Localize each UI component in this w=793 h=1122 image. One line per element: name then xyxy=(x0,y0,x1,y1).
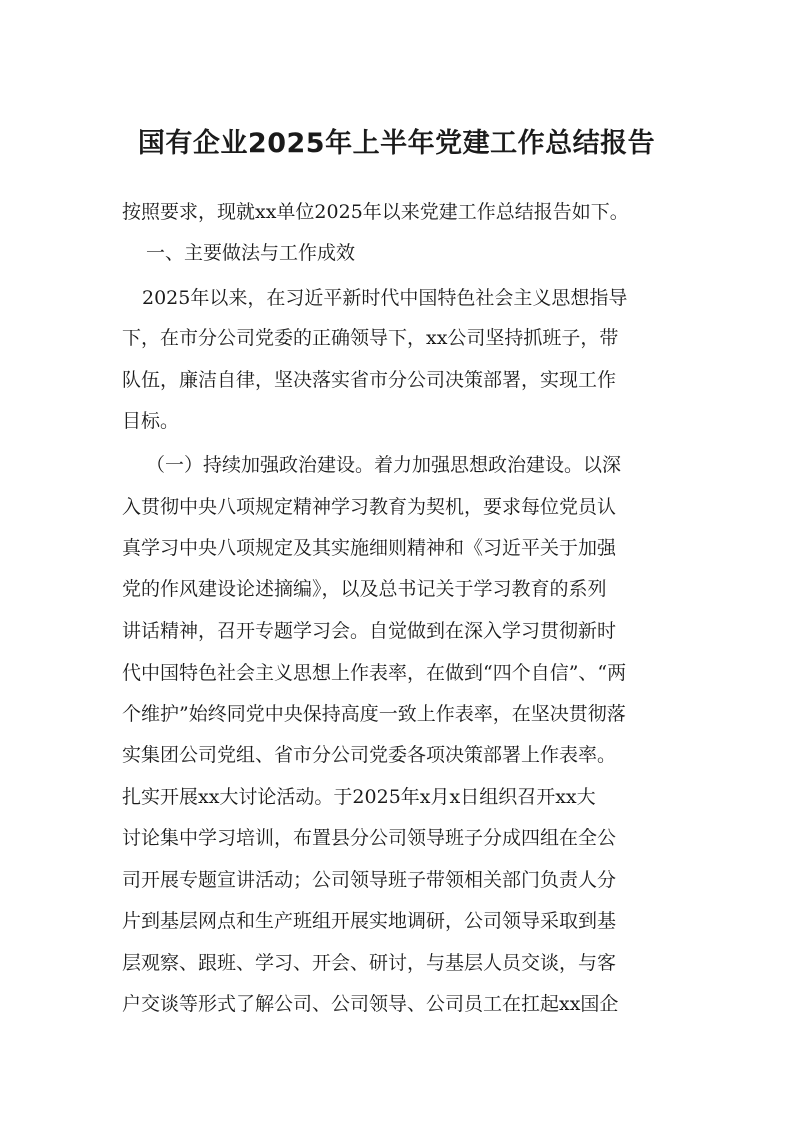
paragraph-line: 实集团公司党组、省市分公司党委各项决策部署上作表率。 xyxy=(122,744,617,766)
paragraph-line: 个维护”始终同党中央保持高度一致上作表率，在坚决贯彻落 xyxy=(122,703,626,725)
paragraph-line: 讲话精神，召开专题学习会。自觉做到在深入学习贯彻新时 xyxy=(122,620,617,642)
paragraph-line: 2025年以来，在习近平新时代中国特色社会主义思想指导 xyxy=(142,287,628,309)
paragraph-line: 入贯彻中央八项规定精神学习教育为契机，要求每位党员认 xyxy=(122,496,617,518)
paragraph-line: 代中国特色社会主义思想上作表率，在做到“四个自信”、“两 xyxy=(122,662,627,684)
paragraph-line: 层观察、跟班、学习、开会、研讨，与基层人员交谈，与客 xyxy=(122,952,617,974)
paragraph-line: 户交谈等形式了解公司、公司领导、公司员工在扛起xx国企 xyxy=(122,993,619,1015)
paragraph-line: 队伍，廉洁自律，坚决落实省市分公司决策部署，实现工作 xyxy=(122,369,617,391)
paragraph-line: 扎实开展xx大讨论活动。于2025年x月x日组织召开xx大 xyxy=(122,786,596,808)
paragraph-line: 目标。 xyxy=(122,410,180,432)
paragraph-line: 司开展专题宣讲活动；公司领导班子带领相关部门负责人分 xyxy=(122,869,617,891)
paragraph-line: 讨论集中学习培训，布置县分公司领导班子分成四组在全公 xyxy=(122,827,617,849)
intro-paragraph-line: 按照要求，现就xx单位2025年以来党建工作总结报告如下。 xyxy=(122,201,629,223)
paragraph-line: 党的作风建设论述摘编》，以及总书记关于学习教育的系列 xyxy=(122,578,607,600)
section-heading: 一、主要做法与工作成效 xyxy=(146,242,356,264)
paragraph-line: 下，在市分公司党委的正确领导下，xx公司坚持抓班子，带 xyxy=(122,327,619,349)
paragraph-line: 片到基层网点和生产班组开展实地调研，公司领导采取到基 xyxy=(122,910,617,932)
document-title: 国有企业2025年上半年党建工作总结报告 xyxy=(137,128,656,159)
paragraph-line: 真学习中央八项规定及其实施细则精神和《习近平关于加强 xyxy=(122,537,617,559)
subsection-paragraph-line: （一）持续加强政治建设。着力加强思想政治建设。以深 xyxy=(146,454,622,476)
